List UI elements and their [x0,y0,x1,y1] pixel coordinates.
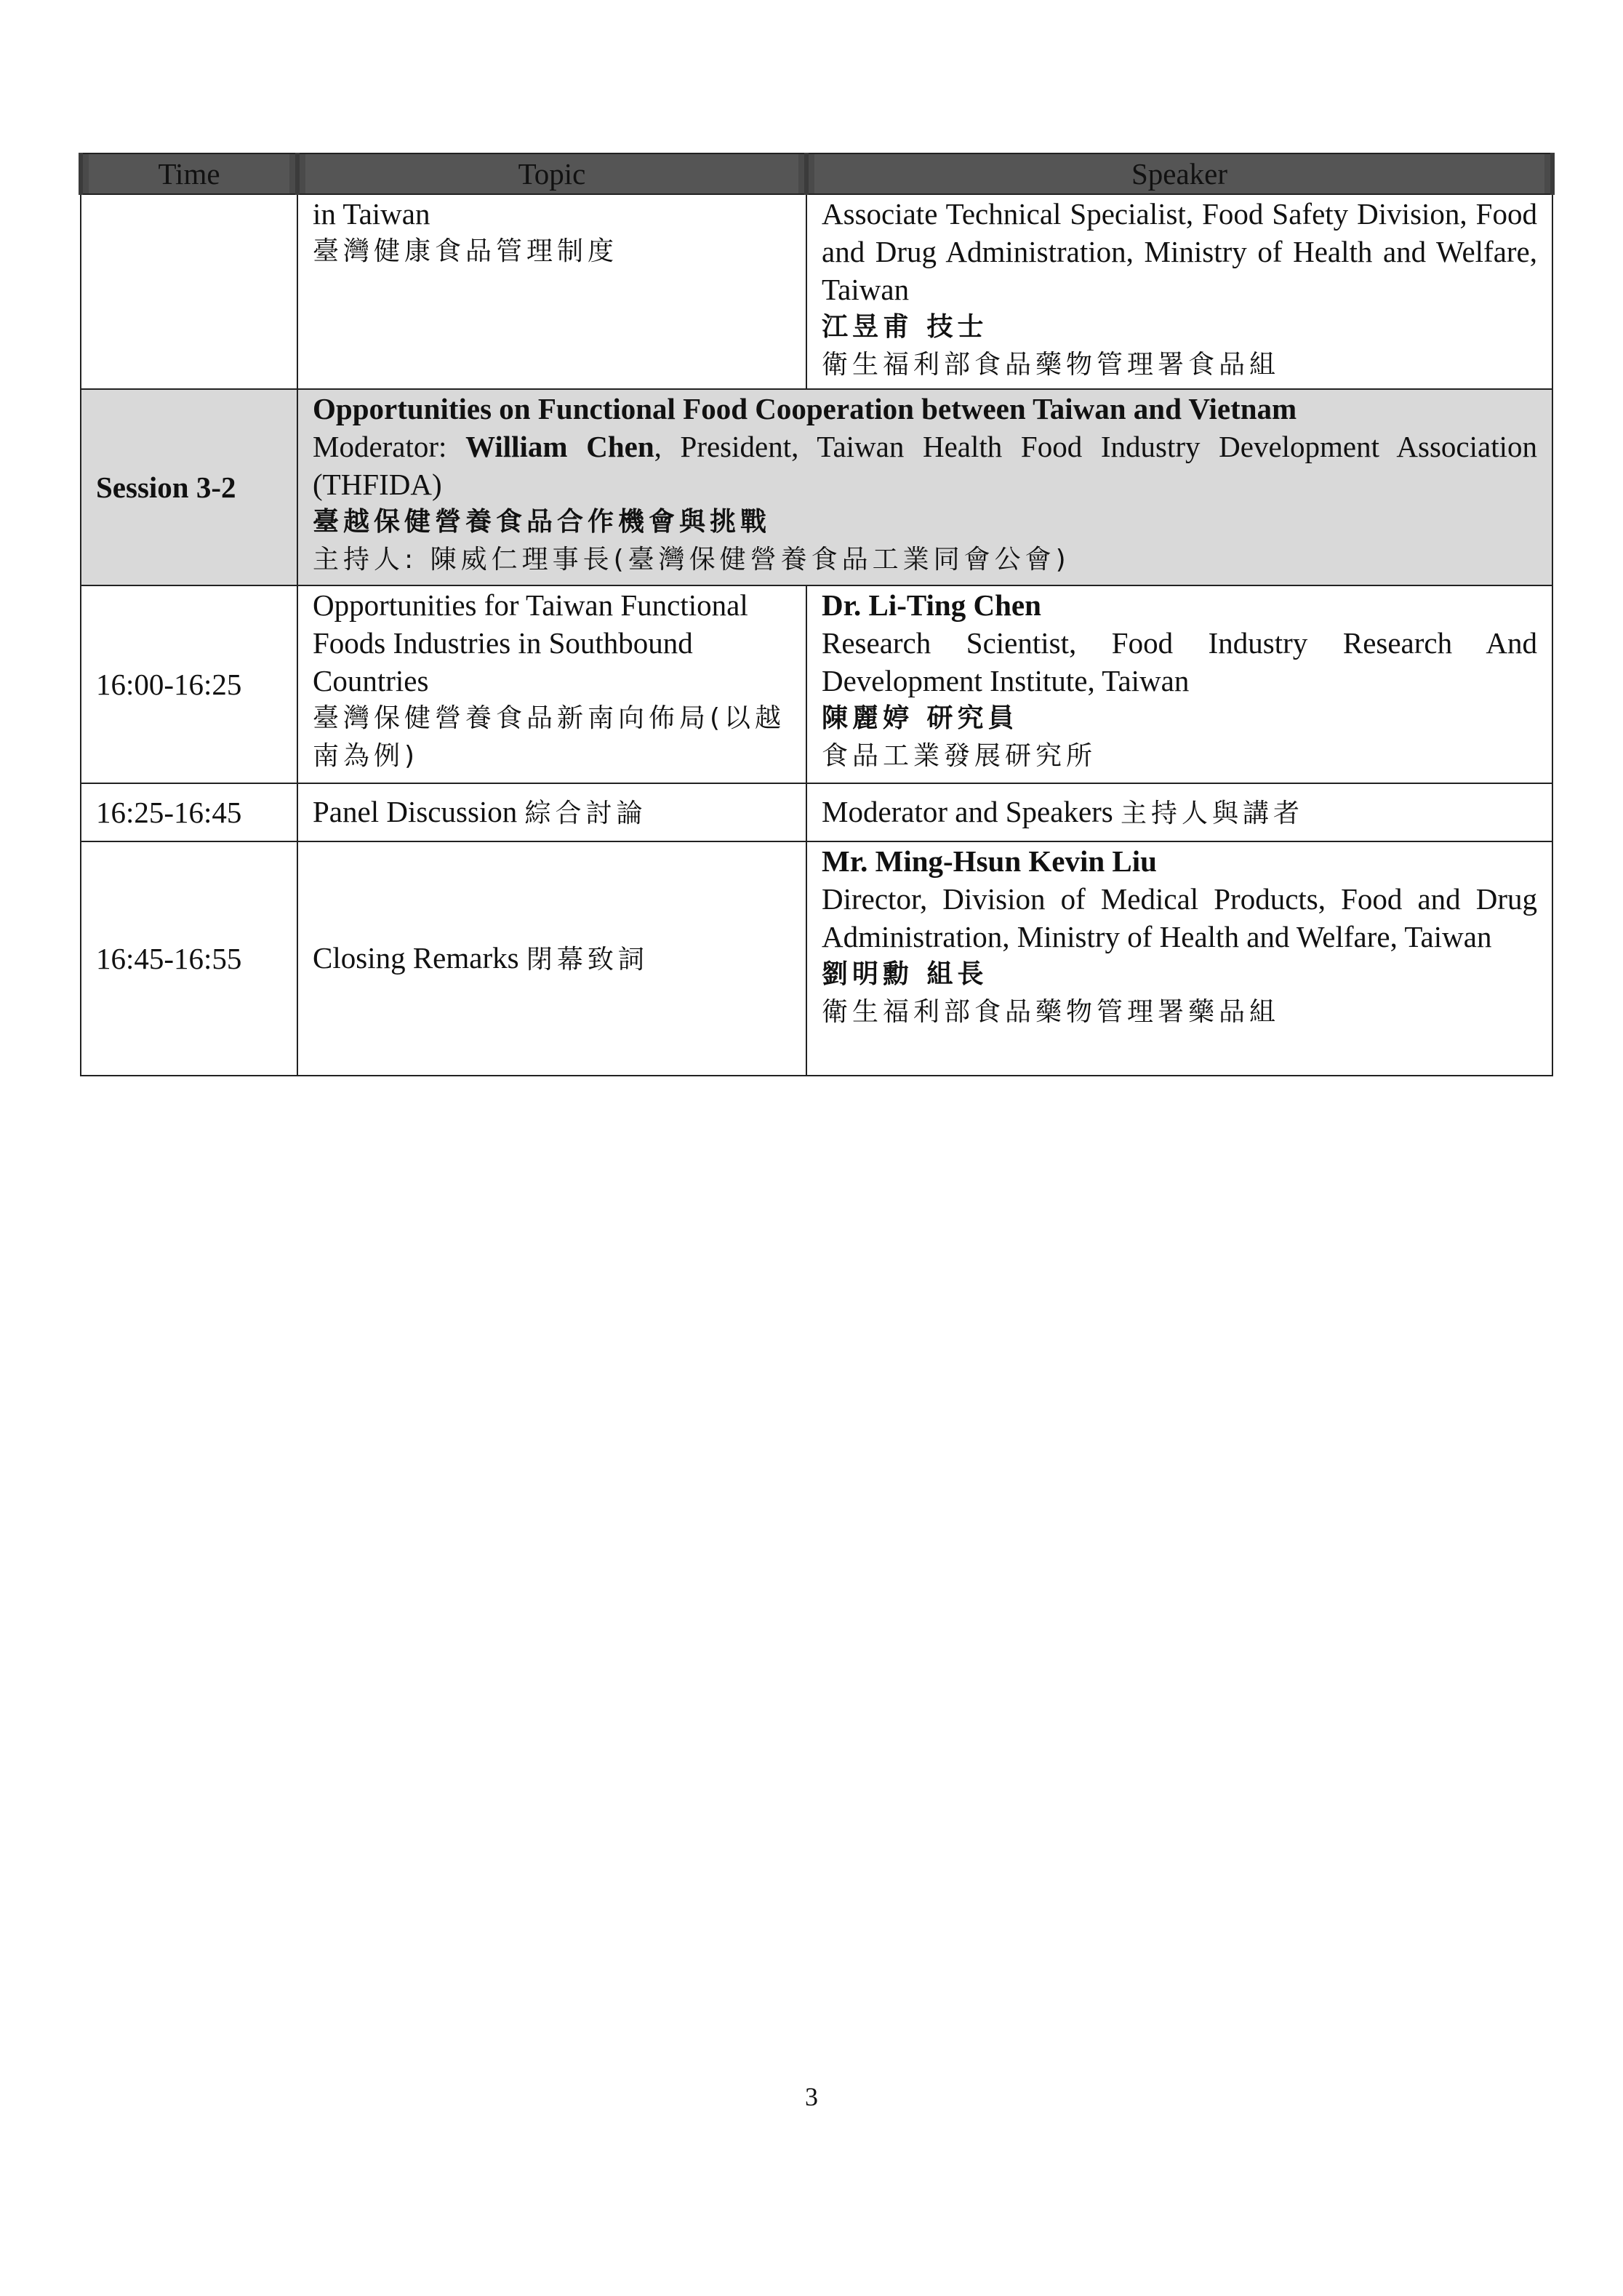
row-speaker [806,841,1552,1076]
speaker-zh: 主持人與講者 [1121,798,1305,828]
speaker-name-zh: 江昱甫 技士 [822,312,988,342]
row-speaker [806,194,1552,389]
row-time [81,194,297,389]
speaker-org-zh: 食品工業發展研究所 [822,741,1097,771]
header-time: Time [81,153,297,194]
moderator-prefix: Moderator: [313,430,466,463]
speaker-name-zh: 陳麗婷 研究員 [822,703,1019,733]
table-row [81,194,1552,389]
topic-en: Closing Remarks [313,940,519,975]
speaker-name: Dr. Li-Ting Chen [822,588,1041,622]
page-number: 3 [805,2082,818,2111]
row-time: 16:25-16:45 [81,783,297,841]
session-info [297,389,1552,585]
topic-zh: 臺灣保健營養食品新南向佈局(以越南為例) [313,703,786,771]
session-row [81,389,1552,585]
session-moderator-zh: 主持人: 陳威仁理事長(臺灣保健營養食品工業同會公會) [313,545,1070,575]
topic-zh: 臺灣健康食品管理制度 [313,236,619,266]
speaker-title: Director, Division of Medical Products, Food and Drug Administration, Ministry of Health and Welfare, Taiwan [822,882,1537,953]
session-title: Opportunities on Functional Food Cooperation between Taiwan and Vietnam [313,392,1297,425]
speaker-name: Mr. Ming-Hsun Kevin Liu [822,844,1157,878]
row-topic [297,194,806,389]
moderator-rest: , President, Taiwan Health Food Industry Development Association (THFIDA) [313,430,1537,501]
session-label: Session 3-2 [81,389,297,585]
speaker-org-zh: 衛生福利部食品藥物管理署食品組 [822,350,1281,380]
speaker-en: Moderator and Speakers [822,794,1113,828]
topic-en: Opportunities for Taiwan Functional Foods Industries in Southbound Countries [313,588,748,697]
topic-en: Panel Discussion [313,794,518,828]
speaker-org-zh: 衛生福利部食品藥物管理署藥品組 [822,997,1281,1027]
topic-zh: 閉幕致詞 [526,944,649,975]
row-speaker [806,585,1552,783]
speaker-title: Research Scientist, Food Industry Research And Development Institute, Taiwan [822,626,1537,697]
row-topic [297,585,806,783]
row-speaker [806,783,1552,841]
header-topic: Topic [297,153,806,194]
moderator-name: William Chen [465,430,654,463]
row-topic [297,783,806,841]
row-time: 16:45-16:55 [81,841,297,1076]
table-row [81,783,1552,841]
topic-zh: 綜合討論 [524,798,647,828]
row-topic [297,841,806,1076]
table-row [81,585,1552,783]
row-time: 16:00-16:25 [81,585,297,783]
speaker-title: Associate Technical Specialist, Food Safety Division, Food and Drug Administration, Ministry of Health and Welfare, Taiwan [822,197,1537,306]
session-title-zh: 臺越保健營養食品合作機會與挑戰 [313,507,772,537]
topic-en: in Taiwan [313,197,430,231]
table-row [81,841,1552,1076]
agenda-table [79,153,1555,1076]
speaker-name-zh: 劉明勳 組長 [822,959,988,989]
table-header-row [81,153,1552,194]
session-moderator [313,428,1537,503]
header-speaker: Speaker [806,153,1552,194]
